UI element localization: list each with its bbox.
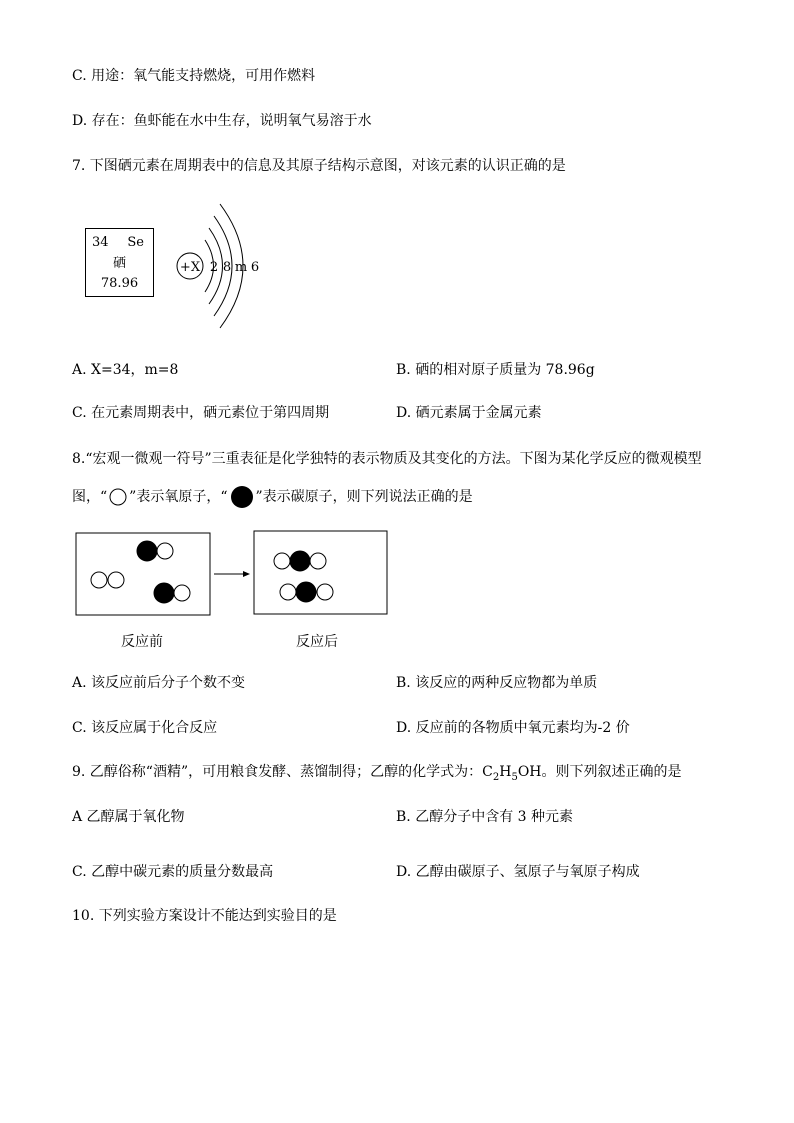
label-after-reaction: 反应后 (296, 634, 338, 650)
carbon-atom (154, 583, 174, 603)
reaction-after-box (254, 531, 387, 614)
carbon-atom (290, 551, 310, 571)
q8-stem-text: ”表示氧原子，“ (129, 489, 228, 505)
carbon-atom (296, 582, 316, 602)
q6-option-c: C. 用途：氧气能支持燃烧，可用作燃料 (72, 68, 316, 84)
nucleus-label: +X (179, 260, 201, 275)
q6-option-d: D. 存在：鱼虾能在水中生存，说明氧气易溶于水 (72, 113, 372, 129)
reaction-arrow (214, 571, 250, 577)
q9-option-d: D. 乙醇由碳原子、氢原子与氧原子构成 (396, 864, 640, 880)
subscript: 5 (511, 771, 518, 783)
q7-option-b: B. 硒的相对原子质量为 78.96g (396, 362, 595, 378)
oxygen-atom (317, 584, 333, 600)
q8-option-a: A. 该反应前后分子个数不变 (72, 675, 246, 691)
electron-shell-arc (209, 228, 223, 304)
nucleus-circle (177, 253, 203, 279)
element-name: 硒 (112, 256, 126, 271)
q8-option-c: C. 该反应属于化合反应 (72, 720, 218, 736)
q7-option-a: A. X=34，m=8 (72, 362, 179, 378)
q9-option-c: C. 乙醇中碳元素的质量分数最高 (72, 864, 274, 880)
oxygen-atom (310, 553, 326, 569)
oxygen-atom (157, 543, 173, 559)
q7-option-c: C. 在元素周期表中，硒元素位于第四周期 (72, 405, 330, 421)
oxygen-atom (108, 572, 124, 588)
electron-shell-arc (220, 204, 243, 328)
q9-stem (72, 763, 682, 787)
label-before-reaction: 反应前 (121, 634, 163, 650)
q8-option-b: B. 该反应的两种反应物都为单质 (396, 675, 598, 691)
q9-option-b: B. 乙醇分子中含有 3 种元素 (396, 809, 573, 825)
q9-stem-text: H (499, 764, 512, 780)
shell-count: m (234, 260, 248, 275)
oxygen-atom-icon (107, 487, 129, 507)
q7-option-d: D. 硒元素属于金属元素 (396, 405, 542, 421)
shell-count: 6 (250, 260, 260, 275)
q8-stem-line2 (72, 485, 473, 509)
oxygen-atom (274, 553, 290, 569)
oxygen-atom (91, 572, 107, 588)
q8-stem-text: 图，“ (72, 489, 108, 505)
oxygen-atom (280, 584, 296, 600)
shell-count: 2 (209, 260, 219, 275)
carbon-atom-icon (228, 485, 256, 509)
q10-stem: 10. 下列实验方案设计不能达到实验目的是 (72, 908, 337, 924)
q9-option-a: A 乙醇属于氧化物 (72, 809, 185, 825)
q8-stem-text: ”表示碳原子，则下列说法正确的是 (255, 489, 473, 505)
q9-stem-text: 9. 乙醇俗称“酒精”，可用粮食发酵、蒸馏制得；乙醇的化学式为：C (72, 764, 493, 780)
electron-shell-arc (205, 240, 214, 292)
shell-count: 8 (222, 260, 232, 275)
carbon-atom (137, 541, 157, 561)
subscript: 2 (492, 771, 500, 783)
q9-stem-text: OH。则下列叙述正确的是 (517, 764, 682, 780)
q7-stem: 7. 下图硒元素在周期表中的信息及其原子结构示意图，对该元素的认识正确的是 (72, 158, 566, 174)
element-symbol: Se (127, 235, 144, 250)
q8-option-d: D. 反应前的各物质中氧元素均为-2 价 (396, 720, 630, 736)
atomic-number: 34 (92, 235, 109, 250)
q8-stem-line1: 8.“宏观一微观一符号”三重表征是化学独特的表示物质及其变化的方法。下图为某化学反应的微观模型 (72, 451, 702, 467)
selenium-element-card (85, 228, 154, 297)
electron-shell-arc (214, 216, 232, 316)
oxygen-atom (174, 585, 190, 601)
atom-structure-diagram (177, 204, 259, 328)
atomic-mass: 78.96 (100, 276, 139, 291)
reaction-before-box (76, 533, 210, 615)
